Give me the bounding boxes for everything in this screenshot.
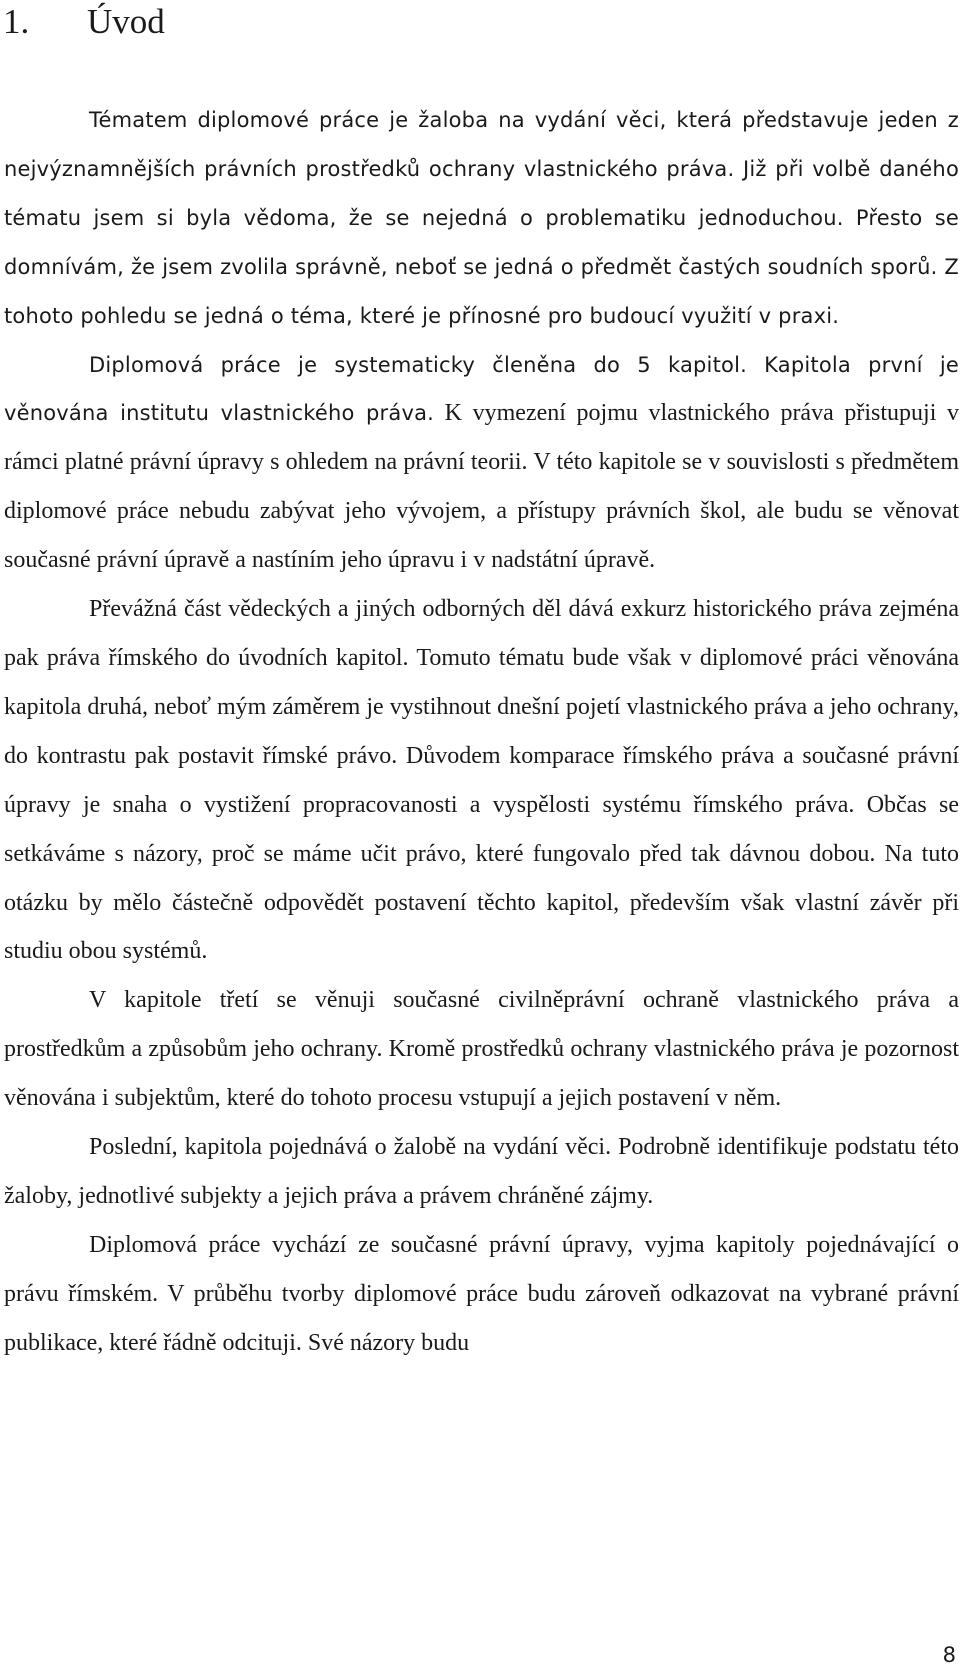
paragraph (4, 976, 959, 1123)
chapter-heading (3, 0, 165, 44)
text-run: Diplomová práce je systematicky členěna do 5 kapitol. (89, 352, 747, 377)
text-run: V této kapitole se v souvislosti s předmětem diplomové práce nebudu zabývat jeho vývojem, a přístupy právních škol, ale budu se věnovat současné právní úpravě a nastíním jeho úpravu i v nadstátní úpravě. (4, 449, 959, 574)
paragraph (4, 341, 959, 586)
text-run: Poslední, kapitola pojednává o žalobě na vydání věci. Podrobně identifikuje podstatu této žaloby, jednotlivé subjekty a jejich práva a právem chráněné zájmy. (4, 1134, 959, 1209)
paragraph (4, 1123, 959, 1221)
text-run: Tématem diplomové práce je žaloba na vydání věci, která představuje jeden z nejvýznamnějších právních prostředků ochrany vlastnického práva. Již při volbě daného tématu jsem si byla vědoma, že se nejedná o problematiku jednoduchou. Přesto se domnívám, že jsem zvolila správně, neboť se jedná o předmět častých soudních sporů. (4, 108, 959, 279)
text-run: V kapitole třetí se věnuji současné civilněprávní ochraně vlastnického práva a prostředkům a způsobům jeho ochrany. Kromě prostředků ochrany vlastnického práva je pozornost věnována i subjektům, které do tohoto procesu vstupují a jejich postavení v něm. (4, 987, 959, 1112)
body-text (4, 96, 959, 1368)
text-run: Z tohoto pohledu se jedná o téma, které je přínosné pro budoucí využití v praxi. (4, 254, 960, 328)
chapter-number: 1. (3, 2, 30, 41)
text-run: Diplomová práce vychází ze současné právní úpravy, vyjma kapitoly pojednávající o právu římském. V průběhu tvorby diplomové práce budu zároveň odkazovat na vybrané právní publikace, které řádně odcituji. Své názory budu (4, 1231, 959, 1356)
text-run: Kapitola první je věnována institutu vlastnického práva. (4, 352, 960, 426)
text-run: K vymezení pojmu vlastnického práva přistupuji v rámci platné právní úpravy s ohledem na právní teorii. (4, 400, 960, 476)
paragraph (4, 1221, 959, 1368)
paragraph (4, 585, 959, 976)
page-number: 8 (942, 1643, 956, 1667)
text-run: Převážná část vědeckých a jiných odborných děl dává exkurz historického práva zejména pak práva římského do úvodních kapitol. Tomuto tématu bude však v diplomové práci věnována kapitola druhá, neboť mým záměrem je vystihnout dnešní pojetí vlastnického práva a jeho ochrany, do kontrastu pak postavit římské právo. Důvodem komparace římského práva a současné právní úpravy je snaha o vystižení propracovanosti a vyspělosti systému římského práva. Občas se setkáváme s názory, proč se máme učit právo, které fungovalo před tak dávnou dobou. Na tuto otázku by mělo částečně odpovědět postavení těchto kapitol, především však vlastní závěr při studiu obou systémů. (4, 596, 959, 965)
chapter-title: Úvod (87, 2, 165, 41)
paragraph (4, 96, 959, 341)
